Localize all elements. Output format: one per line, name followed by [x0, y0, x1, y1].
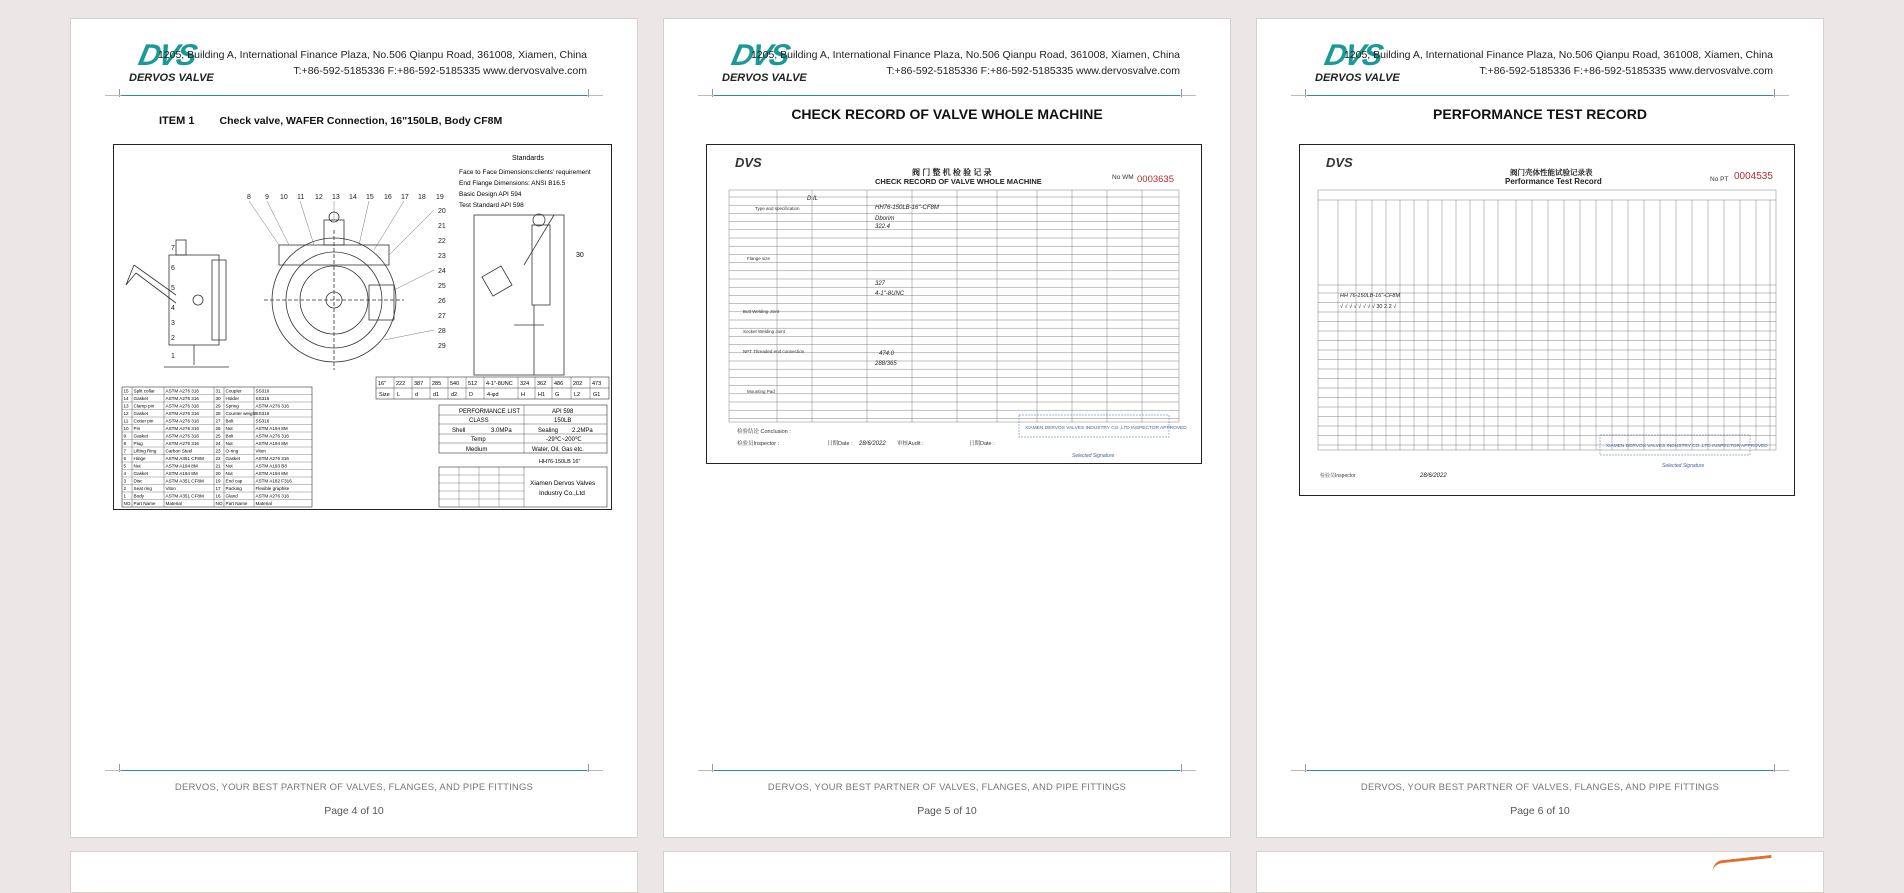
- parts-cell: SS316: [255, 396, 270, 401]
- form-row-labels: [743, 206, 805, 394]
- header-divider: [714, 95, 1180, 96]
- parts-cell: ASTM A276 316: [255, 456, 289, 461]
- parts-cell: ASTM A276 316: [165, 418, 199, 424]
- svg-text:3: 3: [171, 320, 175, 327]
- section-view: [474, 214, 564, 375]
- conclusion-label: 检验结论 Conclusion :: [737, 429, 791, 435]
- parts-cell: NO.: [215, 501, 224, 506]
- company-address: 1205, Building A, International Finance Plaza, No.506 Qianpu Road, 361008, Xiamen, China: [157, 49, 587, 61]
- inspector-label: 检验员Inspector :: [737, 441, 780, 447]
- svg-text:28: 28: [438, 328, 446, 335]
- svg-text:CLASS: CLASS: [469, 418, 489, 424]
- svg-text:22: 22: [438, 238, 446, 245]
- parts-cell: SS316: [255, 388, 270, 394]
- date-value: 28/6/2022: [859, 441, 886, 447]
- parts-cell: 25: [215, 433, 221, 439]
- parts-cell: Part Name: [133, 501, 156, 506]
- parts-cell: Nut: [133, 463, 141, 469]
- parts-cell: ASTM A276 316: [165, 433, 199, 439]
- form-grid: [729, 190, 1179, 422]
- parts-cell: 6: [123, 456, 127, 461]
- dim-label: L2: [574, 392, 581, 398]
- parts-cell: 23: [215, 448, 221, 454]
- parts-cell: ASTM A276 316: [255, 493, 289, 499]
- dim-label: G1: [593, 392, 601, 398]
- svg-text:7: 7: [171, 245, 175, 252]
- parts-cell: Material: [255, 501, 272, 506]
- parts-cell: Nut: [225, 471, 233, 476]
- parts-cell: 29: [215, 403, 221, 409]
- parts-cell: 20: [215, 471, 221, 476]
- page-title: PERFORMANCE TEST RECORD: [1433, 106, 1647, 122]
- dim-value: 362: [537, 381, 547, 387]
- model-code: HH76-150LB 16": [539, 459, 581, 465]
- svg-text:9: 9: [265, 194, 269, 201]
- performance-list: [439, 405, 607, 465]
- company-address-block: [158, 47, 587, 79]
- parts-cell: 24: [215, 441, 221, 446]
- parts-cell: Nut: [225, 441, 233, 446]
- company-address: 1205, Building A, International Finance Plaza, No.506 Qianpu Road, 361008, Xiamen, China: [750, 49, 1180, 61]
- svg-text:11: 11: [297, 194, 305, 201]
- parts-cell: Split collar: [133, 388, 155, 394]
- parts-cell: Gland: [225, 493, 238, 499]
- front-view: [264, 212, 404, 370]
- parts-cell: Spring: [225, 403, 239, 409]
- svg-text:327: 327: [875, 281, 886, 287]
- footer-slogan: DERVOS, YOUR BEST PARTNER OF VALVES, FLANGES, AND PIPE FITTINGS: [767, 782, 1127, 793]
- svg-text:4-1"-8UNC: 4-1"-8UNC: [875, 291, 905, 297]
- dim-value: 486: [554, 381, 564, 387]
- parts-cell: Disc: [133, 478, 143, 484]
- svg-text:日期Date :: 日期Date :: [969, 441, 995, 447]
- svg-text:12: 12: [315, 194, 323, 201]
- svg-text:24: 24: [438, 268, 446, 275]
- parts-cell: Plug: [133, 441, 143, 446]
- parts-cell: ASTM A194 8M: [255, 441, 288, 446]
- parts-cell: ASTM A194 8M: [255, 471, 288, 476]
- svg-text:8: 8: [247, 194, 251, 201]
- svg-text:23: 23: [438, 253, 446, 260]
- dim-value: 387: [414, 381, 424, 387]
- standards-title: Standards: [512, 155, 544, 162]
- svg-text:Selected Signature: Selected Signature: [1072, 453, 1115, 459]
- form-logo: DVS: [735, 155, 762, 170]
- maker-name: Xiamen Dervos Valves: [530, 480, 596, 487]
- form-no-label: No PT: [1710, 176, 1729, 183]
- standards-line: Test Standard API 598: [459, 202, 524, 209]
- logo-text: DERVOS VALVE: [1315, 72, 1400, 84]
- svg-text:-29℃~200℃: -29℃~200℃: [546, 437, 582, 443]
- footer-slogan: DERVOS, YOUR BEST PARTNER OF VALVES, FLANGES, AND PIPE FITTINGS: [174, 782, 534, 793]
- company-contact: T:+86-592-5185336 F:+86-592-5185335 www.dervosvalve.com: [886, 65, 1180, 77]
- logo-mark: DVS: [1321, 39, 1385, 72]
- svg-text:17: 17: [401, 194, 409, 201]
- svg-text:30: 30: [576, 252, 584, 259]
- date-value: 28/6/2022: [1420, 473, 1447, 479]
- performance-record-scan: [1299, 144, 1795, 496]
- company-contact: T:+86-592-5185336 F:+86-592-5185335 www.dervosvalve.com: [293, 65, 587, 77]
- dim-label: Size: [379, 392, 390, 398]
- svg-text:10: 10: [280, 194, 288, 201]
- svg-text:474.0: 474.0: [879, 351, 895, 357]
- parts-cell: Gasket: [133, 471, 149, 476]
- svg-text:150LB: 150LB: [554, 418, 572, 424]
- parts-cell: Carbon Steel: [165, 448, 193, 454]
- parts-cell: 7: [123, 448, 127, 454]
- parts-cell: ASTM A182 F316: [255, 478, 292, 484]
- form-cn-title: 阀门壳体性能试验记录表: [1510, 168, 1593, 177]
- parts-cell: Body: [133, 493, 144, 499]
- document-page-4: [70, 18, 638, 838]
- parts-cell: ASTM A276 316: [165, 441, 199, 446]
- parts-cell: ASTM A276 316: [165, 403, 199, 409]
- parts-cell: Hinge: [133, 456, 146, 461]
- parts-cell: ASTM A194 8M: [165, 471, 198, 476]
- parts-table: [122, 387, 312, 507]
- form-en-title: Performance Test Record: [1505, 177, 1602, 186]
- dim-label: L: [397, 392, 401, 398]
- dim-label: 4-φd: [487, 392, 499, 398]
- parts-cell: Counter weight: [225, 411, 257, 416]
- form-logo: DVS: [1326, 155, 1353, 170]
- company-address-block: [751, 47, 1180, 79]
- svg-text:14: 14: [349, 194, 357, 201]
- svg-text:Temp: Temp: [471, 437, 486, 443]
- header-divider: [121, 95, 587, 96]
- parts-cell: ASTM A276 316: [165, 396, 199, 401]
- parts-cell: 22: [215, 456, 221, 461]
- dim-label: d2: [451, 392, 458, 398]
- parts-cell: 27: [215, 418, 221, 424]
- parts-cell: ASTM A276 316: [165, 426, 199, 431]
- document-page-5: [663, 18, 1231, 838]
- page-number: Page 4 of 10: [324, 805, 384, 817]
- svg-text:18: 18: [418, 194, 426, 201]
- company-address-block: [1344, 47, 1773, 79]
- dim-value: 473: [592, 381, 602, 387]
- check-record-scan: [706, 144, 1202, 464]
- standards-line: Face to Face Dimensions:clients' requirement: [459, 169, 591, 176]
- form-cn-title: 阀 门 整 机 检 验 记 录: [912, 168, 992, 177]
- svg-text:Selected Signature: Selected Signature: [1662, 463, 1705, 469]
- svg-text:1: 1: [171, 353, 175, 360]
- dim-label: d1: [433, 392, 440, 398]
- audit-label: 审核Audit :: [897, 441, 924, 447]
- company-contact: T:+86-592-5185336 F:+86-592-5185335 www.dervosvalve.com: [1479, 65, 1773, 77]
- svg-text:20: 20: [438, 208, 446, 215]
- svg-text:29: 29: [438, 343, 446, 350]
- header-divider: [1307, 95, 1773, 96]
- document-page-6: [1256, 18, 1824, 838]
- date-label: 日期Date :: [827, 441, 853, 447]
- svg-text:16: 16: [384, 194, 392, 201]
- page-title: CHECK RECORD OF VALVE WHOLE MACHINE: [791, 106, 1103, 122]
- dim-value: 540: [450, 381, 460, 387]
- performance-record-svg: [1300, 145, 1794, 495]
- dim-value: 4-1"-8UNC: [486, 381, 513, 387]
- parts-cell: Bolt: [225, 418, 234, 424]
- svg-text:26: 26: [438, 298, 446, 305]
- dim-value: 222: [396, 381, 406, 387]
- parts-cell: 16: [215, 493, 221, 499]
- dim-value: 16": [378, 381, 387, 387]
- parts-cell: 4: [123, 471, 127, 476]
- approval-stamp: [1600, 435, 1768, 469]
- svg-text:Flange size: Flange size: [747, 256, 771, 261]
- parts-cell: 21: [215, 463, 221, 469]
- parts-cell: Holder: [225, 396, 240, 401]
- perf-title: PERFORMANCE LIST: [459, 409, 521, 415]
- parts-cell: 26: [215, 426, 221, 431]
- svg-text:288/365: 288/365: [875, 361, 897, 367]
- parts-cell: Gasket: [225, 456, 241, 461]
- parts-cell: ASTM A194 8M: [255, 426, 288, 431]
- parts-cell: Part Name: [225, 501, 248, 506]
- svg-text:4: 4: [171, 305, 175, 312]
- logo-text: DERVOS VALVE: [129, 72, 214, 84]
- parts-cell: 15: [123, 388, 129, 394]
- item-heading: [159, 115, 502, 127]
- standards-line: Basic Design API 594: [459, 191, 522, 198]
- parts-cell: Bolt: [225, 433, 234, 439]
- parts-cell: 30: [215, 396, 221, 401]
- dim-label: H1: [538, 392, 546, 398]
- dim-label: G: [555, 392, 560, 398]
- footer-divider: [121, 770, 587, 771]
- parts-cell: Pin: [133, 426, 141, 431]
- svg-text:25: 25: [438, 283, 446, 290]
- parts-cell: 9: [123, 433, 127, 439]
- parts-cell: O-ring: [225, 448, 239, 454]
- document-page-8-top: [663, 851, 1231, 893]
- parts-cell: Viton: [255, 448, 266, 454]
- dim-label: d: [415, 392, 419, 398]
- svg-text:Medium: Medium: [466, 447, 488, 453]
- parts-cell: 13: [123, 403, 129, 409]
- parts-cell: ASTM A276 316: [255, 403, 289, 409]
- parts-cell: Nut: [225, 463, 233, 469]
- parts-cell: Gasket: [133, 433, 149, 439]
- parts-cell: 3: [123, 478, 127, 484]
- parts-cell: Coupler: [225, 388, 242, 394]
- dim-value: 285: [432, 381, 442, 387]
- svg-text:XIAMEN DERVOS VALVES INDUSTRY: XIAMEN DERVOS VALVES INDUSTRY CO.,LTD INSPECTOR APPROVED: [1606, 444, 1768, 449]
- parts-cell: NO.: [123, 501, 132, 506]
- svg-text:19: 19: [436, 194, 444, 201]
- svg-text:Mounting Pad: Mounting Pad: [747, 389, 775, 394]
- svg-text:2.2MPa: 2.2MPa: [572, 428, 593, 434]
- svg-text:322.4: 322.4: [875, 224, 891, 230]
- parts-cell: 2: [123, 486, 127, 491]
- svg-text:27: 27: [438, 313, 446, 320]
- parts-cell: Nut: [225, 426, 233, 431]
- form-serial: 0003635: [1137, 174, 1174, 185]
- svg-text:Type and specification: Type and specification: [755, 206, 800, 211]
- item-label: ITEM 1: [159, 115, 195, 127]
- parts-cell: Cotter pin: [133, 418, 154, 424]
- dimension-table: [376, 377, 609, 399]
- parts-cell: Clamp pin: [133, 403, 155, 409]
- parts-cell: ASTM A193 B8: [255, 463, 287, 469]
- svg-text:HH76-150LB-16"-CF8M: HH76-150LB-16"-CF8M: [875, 205, 939, 211]
- parts-cell: 17: [215, 486, 221, 491]
- parts-cell: 19: [215, 478, 221, 484]
- page-number: Page 5 of 10: [917, 805, 977, 817]
- approval-stamp: [1019, 415, 1187, 459]
- inspector-label: 检验员Inspector: [1320, 473, 1356, 479]
- parts-cell: 5: [123, 463, 127, 469]
- svg-text:Dborim: Dborim: [875, 216, 895, 222]
- parts-cell: 14: [123, 396, 129, 401]
- valve-drawing-svg: [114, 145, 611, 509]
- svg-text:Socket Welding Joint: Socket Welding Joint: [743, 329, 785, 334]
- parts-cell: 31: [215, 388, 221, 394]
- svg-text:Sealing: Sealing: [538, 428, 559, 434]
- parts-cell: ASTM A351 CF8M: [165, 493, 204, 499]
- parts-cell: Seat ring: [133, 486, 152, 491]
- parts-cell: Material: [165, 501, 182, 506]
- parts-cell: 1: [123, 493, 127, 499]
- logo-mark: DVS: [135, 39, 199, 72]
- svg-text:D.IL: D.IL: [807, 196, 819, 202]
- svg-text:Shell: Shell: [452, 428, 466, 434]
- parts-cell: Packing: [225, 486, 242, 491]
- leader-lines: [249, 201, 434, 340]
- parts-cell: Flexible graphite: [255, 486, 290, 491]
- perf-standard: API 598: [552, 409, 574, 415]
- dim-value: 324: [520, 381, 530, 387]
- parts-cell: SS316: [255, 418, 270, 424]
- handwritten-model: HH 76-150LB-16"-CF8M: [1340, 293, 1401, 299]
- svg-text:NPT Threaded end connection: NPT Threaded end connection: [743, 349, 805, 354]
- form-grid: [1318, 190, 1776, 450]
- parts-cell: 8: [123, 441, 127, 446]
- parts-cell: ASTM A276 316: [165, 411, 199, 416]
- parts-cell: Viton: [165, 486, 176, 491]
- svg-text:Butt Welding Joint: Butt Welding Joint: [743, 309, 780, 314]
- parts-cell: ASTM A194 8M: [165, 463, 198, 469]
- parts-cell: ASTM A351 CF8M: [165, 456, 204, 461]
- parts-cell: ASTM A276 316: [255, 433, 289, 439]
- maker-name-2: Industry Co.,Ltd: [539, 490, 585, 497]
- form-no-label: No WM: [1112, 174, 1134, 181]
- valve-drawing: [113, 144, 612, 510]
- document-page-7-top: [70, 851, 638, 893]
- logo-text: DERVOS VALVE: [722, 72, 807, 84]
- page-number: Page 6 of 10: [1510, 805, 1570, 817]
- svg-text:6: 6: [171, 265, 175, 272]
- svg-text:13: 13: [332, 194, 340, 201]
- parts-cell: 10: [123, 426, 129, 431]
- dim-label: D: [469, 392, 473, 398]
- parts-cell: Lifting Ring: [133, 448, 157, 454]
- dim-value: 202: [573, 381, 583, 387]
- footer-divider: [1307, 770, 1773, 771]
- footer-slogan: DERVOS, YOUR BEST PARTNER OF VALVES, FLANGES, AND PIPE FITTINGS: [1360, 782, 1720, 793]
- svg-text:XIAMEN DERVOS VALVES INDUSTRY: XIAMEN DERVOS VALVES INDUSTRY CO.,LTD INSPECTOR APPROVED: [1025, 426, 1187, 431]
- svg-text:21: 21: [438, 223, 446, 230]
- item-description: Check valve, WAFER Connection, 16"150LB, Body CF8M: [219, 115, 503, 127]
- parts-cell: ASTM A276 316: [165, 388, 199, 394]
- parts-cell: 12: [123, 411, 129, 416]
- svg-text:5: 5: [171, 285, 175, 292]
- handwritten-results: √ √ √ √ √ √ √ √ 30 2.2 √: [1340, 304, 1397, 310]
- footer-divider: [714, 770, 1180, 771]
- check-record-svg: [707, 145, 1201, 463]
- side-view: [126, 240, 229, 367]
- svg-text:Water, Oil, Gas etc.: Water, Oil, Gas etc.: [532, 447, 584, 453]
- parts-cell: 11: [123, 418, 129, 424]
- logo-mark: DVS: [728, 39, 792, 72]
- parts-cell: End cap: [225, 478, 243, 484]
- parts-cell: ASTM A351 CF8M: [165, 478, 204, 484]
- dim-value: 512: [468, 381, 478, 387]
- parts-cell: SS316: [255, 411, 270, 416]
- form-en-title: CHECK RECORD OF VALVE WHOLE MACHINE: [875, 177, 1042, 186]
- standards-line: End Flange Dimensions: ANSI B16.5: [459, 180, 566, 187]
- form-serial: 0004535: [1734, 171, 1773, 182]
- parts-cell: Gasket: [133, 396, 149, 401]
- svg-text:2: 2: [171, 335, 175, 342]
- svg-text:3.0MPa: 3.0MPa: [491, 428, 512, 434]
- parts-cell: 28: [215, 411, 221, 416]
- svg-text:15: 15: [366, 194, 374, 201]
- company-address: 1205, Building A, International Finance Plaza, No.506 Qianpu Road, 361008, Xiamen, China: [1343, 49, 1773, 61]
- title-block: [439, 467, 607, 507]
- dim-label: H: [521, 392, 525, 398]
- parts-cell: Gasket: [133, 411, 149, 416]
